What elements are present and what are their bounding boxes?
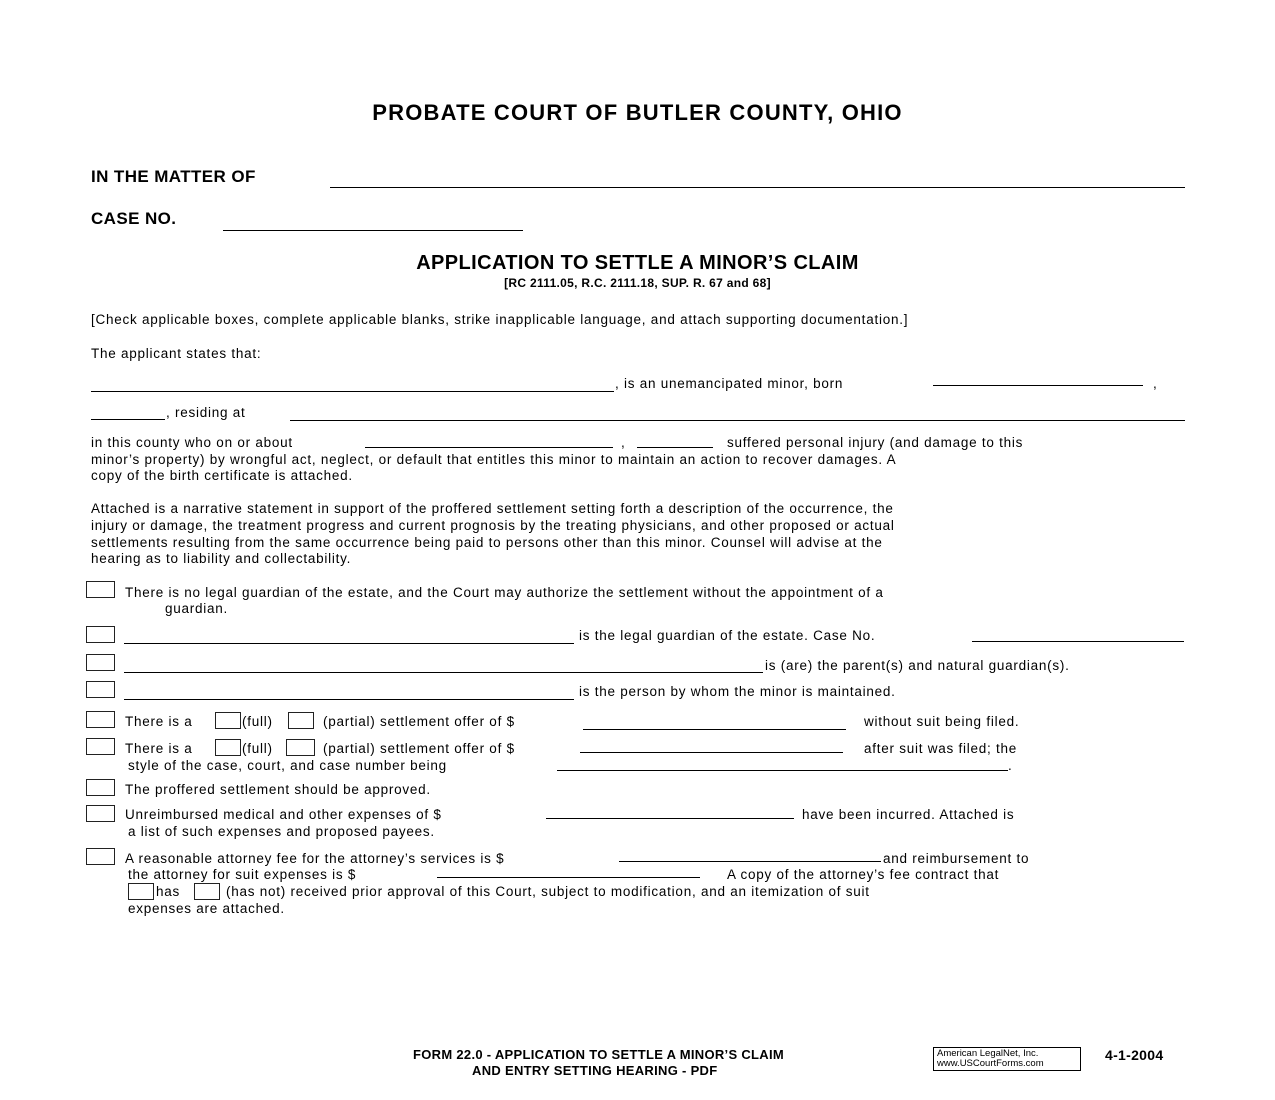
injury-comma: , [621, 435, 626, 450]
address-field[interactable] [290, 405, 1185, 421]
partial-label: (partial) settlement offer of $ [323, 714, 515, 729]
birth-date-field[interactable] [933, 370, 1143, 386]
injury-lead: in this county who on or about [91, 435, 293, 450]
offer-no-suit-lead: There is a [125, 714, 193, 729]
parents-checkbox[interactable] [86, 654, 115, 671]
no-guardian-text-2: guardian. [165, 601, 229, 616]
maintainer-name-field[interactable] [124, 684, 574, 700]
has-not-text: (has not) received prior approval of this Court, subject to modification, and an itemization of suit [226, 884, 870, 899]
parents-name-field[interactable] [124, 657, 763, 673]
case-style-field[interactable] [557, 755, 1008, 771]
case-style-period: . [1008, 758, 1013, 773]
maintainer-text: is the person by whom the minor is maintained. [579, 684, 896, 699]
parents-text: is (are) the parent(s) and natural guardian(s). [765, 658, 1070, 673]
legal-guardian-name-field[interactable] [124, 628, 574, 644]
injury-date-field[interactable] [365, 432, 613, 448]
form-title: APPLICATION TO SETTLE A MINOR’S CLAIM [416, 252, 859, 274]
has-label: has [156, 884, 181, 899]
attorney-fee-checkbox[interactable] [86, 848, 115, 865]
partial-label: (partial) settlement offer of $ [323, 741, 515, 756]
no-guardian-checkbox[interactable] [86, 581, 115, 598]
expenses-lead: Unreimbursed medical and other expenses of $ [125, 807, 442, 822]
minor-name-field[interactable] [91, 376, 614, 392]
expenses-line2: a list of such expenses and proposed payees. [128, 824, 435, 839]
attorney-fee-amount-field[interactable] [619, 846, 881, 862]
offer-no-suit-full-checkbox[interactable] [215, 712, 241, 729]
residing-text: , residing at [166, 405, 246, 420]
offer-no-suit-partial-checkbox[interactable] [288, 712, 314, 729]
suit-expenses-amount-field[interactable] [437, 862, 700, 878]
revision-date: 4-1-2004 [1105, 1047, 1164, 1063]
matter-field[interactable] [330, 172, 1185, 188]
form-footer-line2: AND ENTRY SETTING HEARING - PDF [472, 1063, 718, 1078]
legal-guardian-text: is the legal guardian of the estate. Case No. [579, 628, 876, 643]
offer-after-suit-lead: There is a [125, 741, 193, 756]
injury-line3: copy of the birth certificate is attached. [91, 468, 353, 483]
fee-contract-text: A copy of the attorney’s fee contract that [727, 867, 1000, 882]
offer-no-suit-amount-field[interactable] [583, 714, 846, 730]
expenses-amount-field[interactable] [546, 803, 794, 819]
birth-year-field[interactable] [91, 404, 165, 420]
offer-after-suit-partial-checkbox[interactable] [286, 739, 315, 756]
offer-after-suit-checkbox[interactable] [86, 738, 115, 755]
publisher-stamp [933, 1047, 1081, 1071]
instructions: [Check applicable boxes, complete applicable blanks, strike inapplicable language, and attach supporting documentation.] [91, 312, 909, 327]
case-style-text: style of the case, court, and case number being [128, 758, 447, 773]
case-no-label: CASE NO. [91, 209, 177, 228]
expenses-tail: have been incurred. Attached is [802, 807, 1015, 822]
attorney-fee-lead: A reasonable attorney fee for the attorney’s services is $ [125, 851, 505, 866]
maintainer-checkbox[interactable] [86, 681, 115, 698]
expenses-checkbox[interactable] [86, 805, 115, 822]
full-label: (full) [242, 741, 273, 756]
birth-comma: , [1153, 376, 1158, 391]
form-citation: [RC 2111.05, R.C. 2111.18, SUP. R. 67 and 68] [504, 276, 771, 290]
publisher-name: American LegalNet, Inc. [937, 1048, 1039, 1059]
attorney-fee-line4: expenses are attached. [128, 901, 285, 916]
form-footer-line1: FORM 22.0 - APPLICATION TO SETTLE A MINOR’S CLAIM [413, 1047, 785, 1062]
narrative-line: Attached is a narrative statement in support of the proffered settlement setting forth a description of the occurrence, the [91, 501, 894, 516]
has-not-approval-checkbox[interactable] [194, 883, 220, 900]
attorney-fee-tail: and reimbursement to [883, 851, 1030, 866]
full-label: (full) [242, 714, 273, 729]
intro-text: The applicant states that: [91, 346, 262, 361]
narrative-line: hearing as to liability and collectability. [91, 551, 352, 566]
case-no-field[interactable] [223, 215, 523, 231]
matter-label: IN THE MATTER OF [91, 167, 256, 186]
legal-guardian-checkbox[interactable] [86, 626, 115, 643]
has-approval-checkbox[interactable] [128, 883, 154, 900]
offer-after-suit-amount-field[interactable] [580, 737, 843, 753]
approve-text: The proffered settlement should be approved. [125, 782, 431, 797]
publisher-url: www.USCourtForms.com [937, 1058, 1044, 1069]
narrative-line: settlements resulting from the same occurrence being paid to persons other than this minor. Counsel will advise at the [91, 535, 883, 550]
court-title: PROBATE COURT OF BUTLER COUNTY, OHIO [372, 100, 903, 125]
approve-checkbox[interactable] [86, 779, 115, 796]
guardian-case-no-field[interactable] [972, 626, 1184, 642]
offer-after-suit-full-checkbox[interactable] [215, 739, 241, 756]
suit-expenses-lead: the attorney for suit expenses is $ [128, 867, 357, 882]
no-guardian-text: There is no legal guardian of the estate, and the Court may authorize the settlement without the appointment of a [125, 585, 884, 600]
injury-rest: suffered personal injury (and damage to this [727, 435, 1024, 450]
narrative-line: injury or damage, the treatment progress and current prognosis by the treating physicians, and other proposed or actual [91, 518, 895, 533]
offer-no-suit-tail: without suit being filed. [864, 714, 1020, 729]
offer-no-suit-checkbox[interactable] [86, 711, 115, 728]
offer-after-suit-tail: after suit was filed; the [864, 741, 1018, 756]
injury-year-field[interactable] [637, 432, 713, 448]
injury-line2: minor’s property) by wrongful act, neglect, or default that entitles this minor to maintain an action to recover damages. A [91, 452, 897, 467]
minor-text: , is an unemancipated minor, born [615, 376, 844, 391]
